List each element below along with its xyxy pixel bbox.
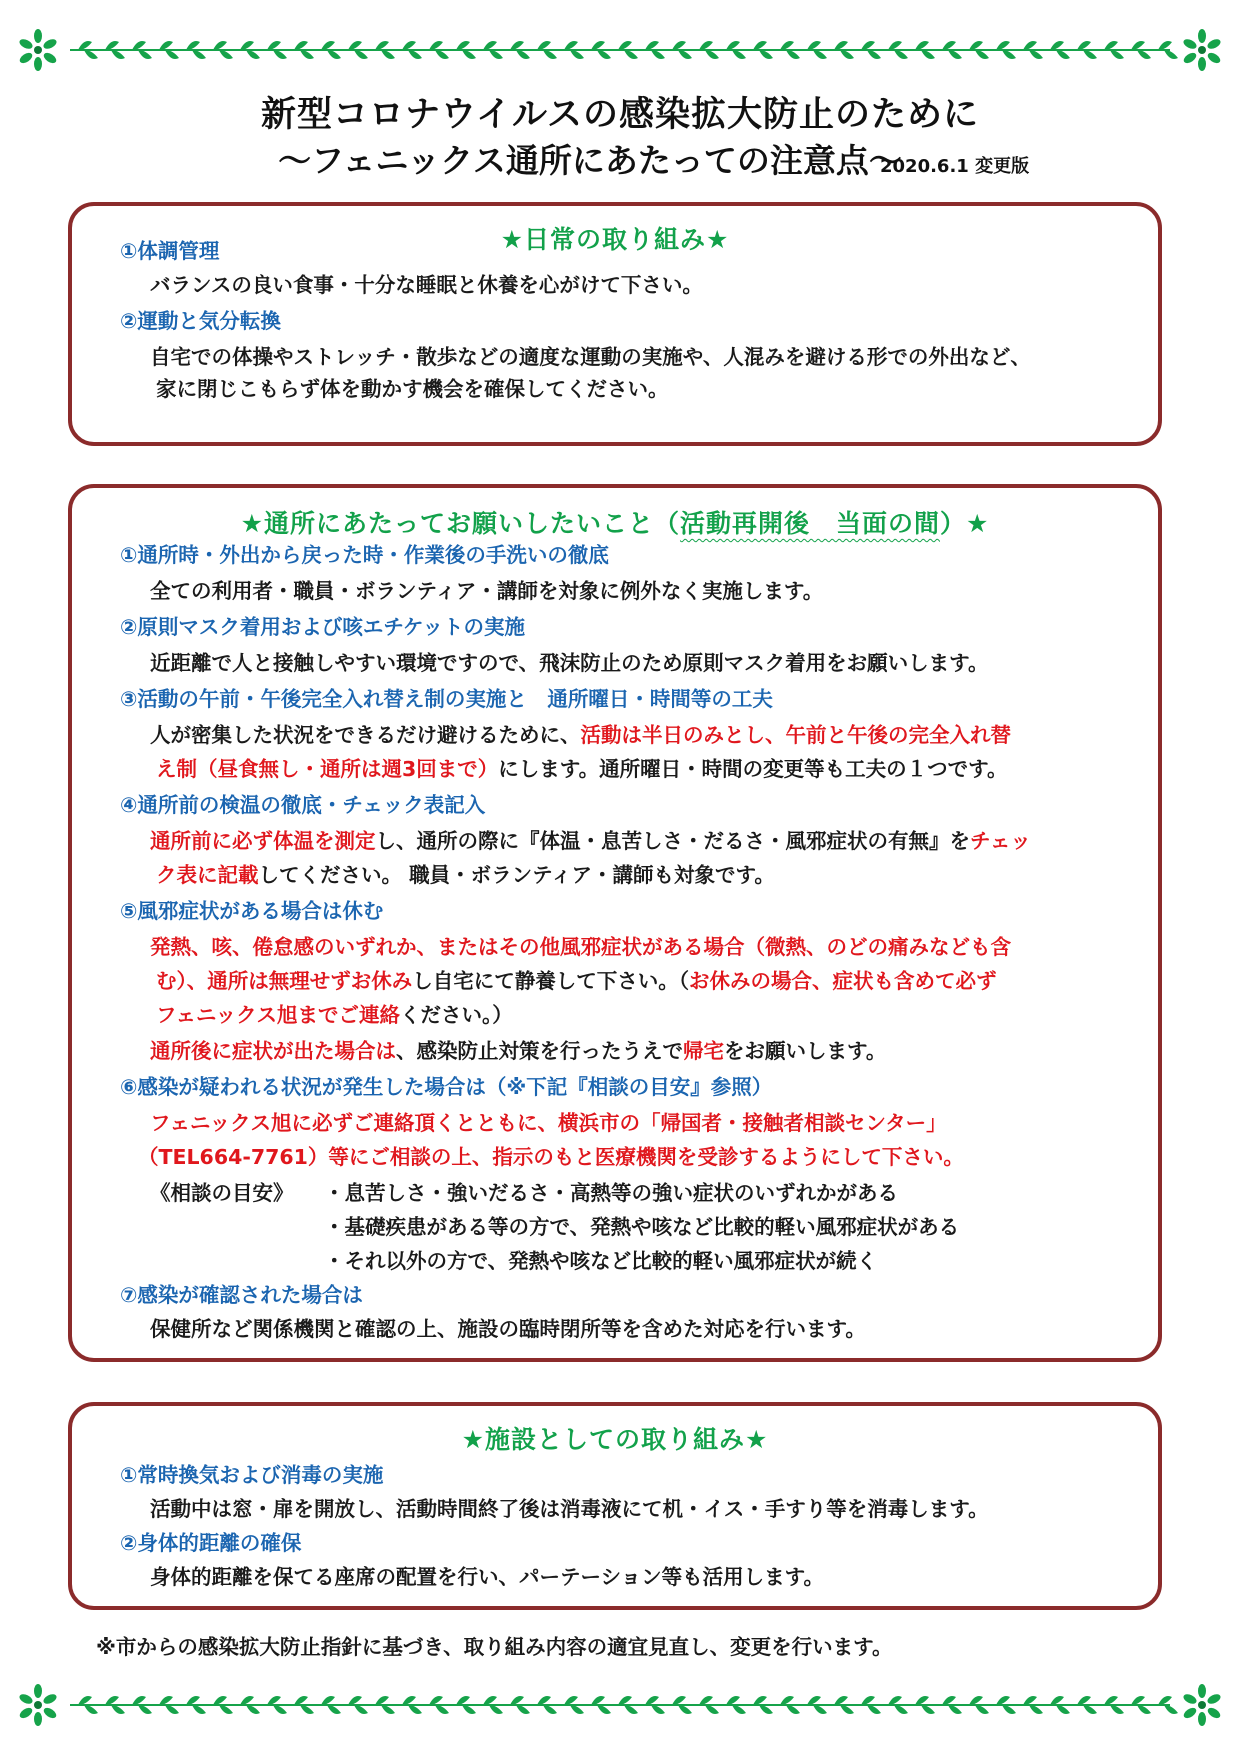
leaf-cluster-icon xyxy=(1182,1684,1222,1726)
text-part: し自宅にて静養して下さい。（ xyxy=(412,969,689,993)
item-heading: ①通所時・外出から戻った時・作業後の手洗いの徹底 xyxy=(120,543,609,567)
item-text: 自宅での体操やストレッチ・散歩などの適度な運動の実施や、人混みを避ける形での外出など、 xyxy=(150,345,1031,369)
item-text: バランスの良い食事・十分な睡眠と休養を心がけて下さい。 xyxy=(150,273,703,297)
item-heading: ①常時換気および消毒の実施 xyxy=(120,1463,384,1487)
version-label: 2020.6.1 変更版 xyxy=(880,156,1030,177)
item-text xyxy=(156,754,1007,784)
item-text xyxy=(150,1036,886,1066)
item-text xyxy=(150,720,1011,750)
text-part: 人が密集した状況をできるだけ避けるために、 xyxy=(150,723,581,747)
facility-measures-title: ★施設としての取り組み★ xyxy=(461,1425,769,1454)
item-text xyxy=(156,1000,513,1030)
daily-measures-panel xyxy=(68,202,1162,446)
emphasis-text: ク表に記載 xyxy=(156,863,259,887)
text-part: にします。通所曜日・時間の変更等も工夫の１つです。 xyxy=(498,757,1008,781)
item-text: 身体的距離を保てる座席の配置を行い、パーテーション等も活用します。 xyxy=(150,1565,825,1589)
item-text: 保健所など関係機関と確認の上、施設の臨時閉所等を含めた対応を行います。 xyxy=(150,1317,866,1341)
text-part: をお願いします。 xyxy=(724,1039,887,1063)
item-text xyxy=(156,966,997,996)
facility-measures-panel xyxy=(68,1402,1162,1610)
title-part: ）★ xyxy=(940,509,990,538)
item-heading: ①体調管理 xyxy=(120,239,220,263)
guide-item: ・基礎疾患がある等の方で、発熱や咳など比較的軽い風邪症状がある xyxy=(324,1215,960,1239)
emphasis-text: え制（昼食無し・通所は週3回まで） xyxy=(156,757,499,781)
attendance-requests-panel xyxy=(68,484,1162,1362)
item-heading: ⑥感染が疑われる状況が発生した場合は（※下記『相談の目安』参照） xyxy=(120,1075,773,1099)
emphasis-text: 帰宅 xyxy=(683,1039,724,1063)
emphasis-text: 活動は半日のみとし、午前と午後の完全入れ替 xyxy=(580,723,1011,747)
page-header xyxy=(0,92,1240,184)
page-subtitle: ～フェニックス通所にあたっての注意点～ xyxy=(278,141,902,180)
text-part: し、通所の際に『体温・息苦しさ・だるさ・風邪症状の有無』を xyxy=(375,829,970,853)
footer-note: ※市からの感染拡大防止指針に基づき、取り組み内容の適宜見直し、変更を行います。 xyxy=(96,1635,893,1659)
top-vine-border xyxy=(0,20,1240,80)
item-text: 活動中は窓・扉を開放し、活動時間終了後は消毒液にて机・イス・手すり等を消毒します。 xyxy=(150,1497,989,1521)
item-text: 家に閉じこもらず体を動かす機会を確保してください。 xyxy=(156,377,669,401)
leaf-cluster-icon xyxy=(1182,29,1222,71)
guide-item: ・それ以外の方で、発熱や咳など比較的軽い風邪症状が続く xyxy=(324,1249,878,1273)
emphasis-text: 通所前に必ず体温を測定 xyxy=(150,829,376,853)
emphasis-text: お休みの場合、症状も含めて必ず xyxy=(689,969,997,993)
attendance-requests-title xyxy=(72,504,1158,540)
emphasis-text: フェニックス旭に必ずご連絡頂くとともに、横浜市の「帰国者・接触者相談センター」 xyxy=(150,1111,947,1135)
text-part: ください。） xyxy=(399,1003,513,1027)
guide-item: ・息苦しさ・強いだるさ・高熱等の強い症状のいずれかがある xyxy=(324,1181,898,1205)
item-heading: ④通所前の検温の徹底・チェック表記入 xyxy=(120,793,486,817)
item-heading: ⑤風邪症状がある場合は休む xyxy=(120,899,384,923)
item-heading: ②運動と気分転換 xyxy=(120,309,281,333)
title-part: ★通所にあたってお願いしたいこと（ xyxy=(240,509,680,538)
emphasis-text: む）、通所は無理せずお休み xyxy=(156,969,413,993)
item-heading: ③活動の午前・午後完全入れ替え制の実施と 通所曜日・時間等の工夫 xyxy=(120,687,773,711)
item-text xyxy=(150,826,1031,856)
leaf-cluster-icon xyxy=(18,29,58,71)
emphasis-text: チェッ xyxy=(970,829,1031,853)
bottom-vine-border xyxy=(0,1675,1240,1735)
emphasis-text: （TEL664-7761）等にご相談の上、指示のもと医療機関を受診するようにして下さい。 xyxy=(138,1145,964,1169)
item-heading: ②身体的距離の確保 xyxy=(120,1531,302,1555)
daily-measures-title: ★日常の取り組み★ xyxy=(500,225,730,254)
page-title: 新型コロナウイルスの感染拡大防止のために xyxy=(261,95,979,135)
emphasis-text: 通所後に症状が出た場合は xyxy=(150,1039,396,1063)
item-text xyxy=(156,860,775,890)
item-text: 近距離で人と接触しやすい環境ですので、飛沫防止のため原則マスク着用をお願いします。 xyxy=(150,651,989,675)
text-part: 、感染防止対策を行ったうえで xyxy=(396,1039,683,1063)
item-text: 全ての利用者・職員・ボランティア・講師を対象に例外なく実施します。 xyxy=(150,579,824,603)
guide-label: 《相談の目安》 xyxy=(150,1181,294,1205)
text-part: してください。 職員・ボランティア・講師も対象です。 xyxy=(258,863,775,887)
leaf-cluster-icon xyxy=(18,1684,58,1726)
title-underlined-part: 活動再開後 当面の間 xyxy=(679,509,940,538)
emphasis-text: 発熱、咳、倦怠感のいずれか、またはその他風邪症状がある場合（微熱、のどの痛みなども含 xyxy=(150,935,1011,959)
item-heading: ②原則マスク着用および咳エチケットの実施 xyxy=(120,615,526,639)
emphasis-text: フェニックス旭までご連絡 xyxy=(156,1003,400,1027)
item-heading: ⑦感染が確認された場合は xyxy=(120,1283,363,1307)
